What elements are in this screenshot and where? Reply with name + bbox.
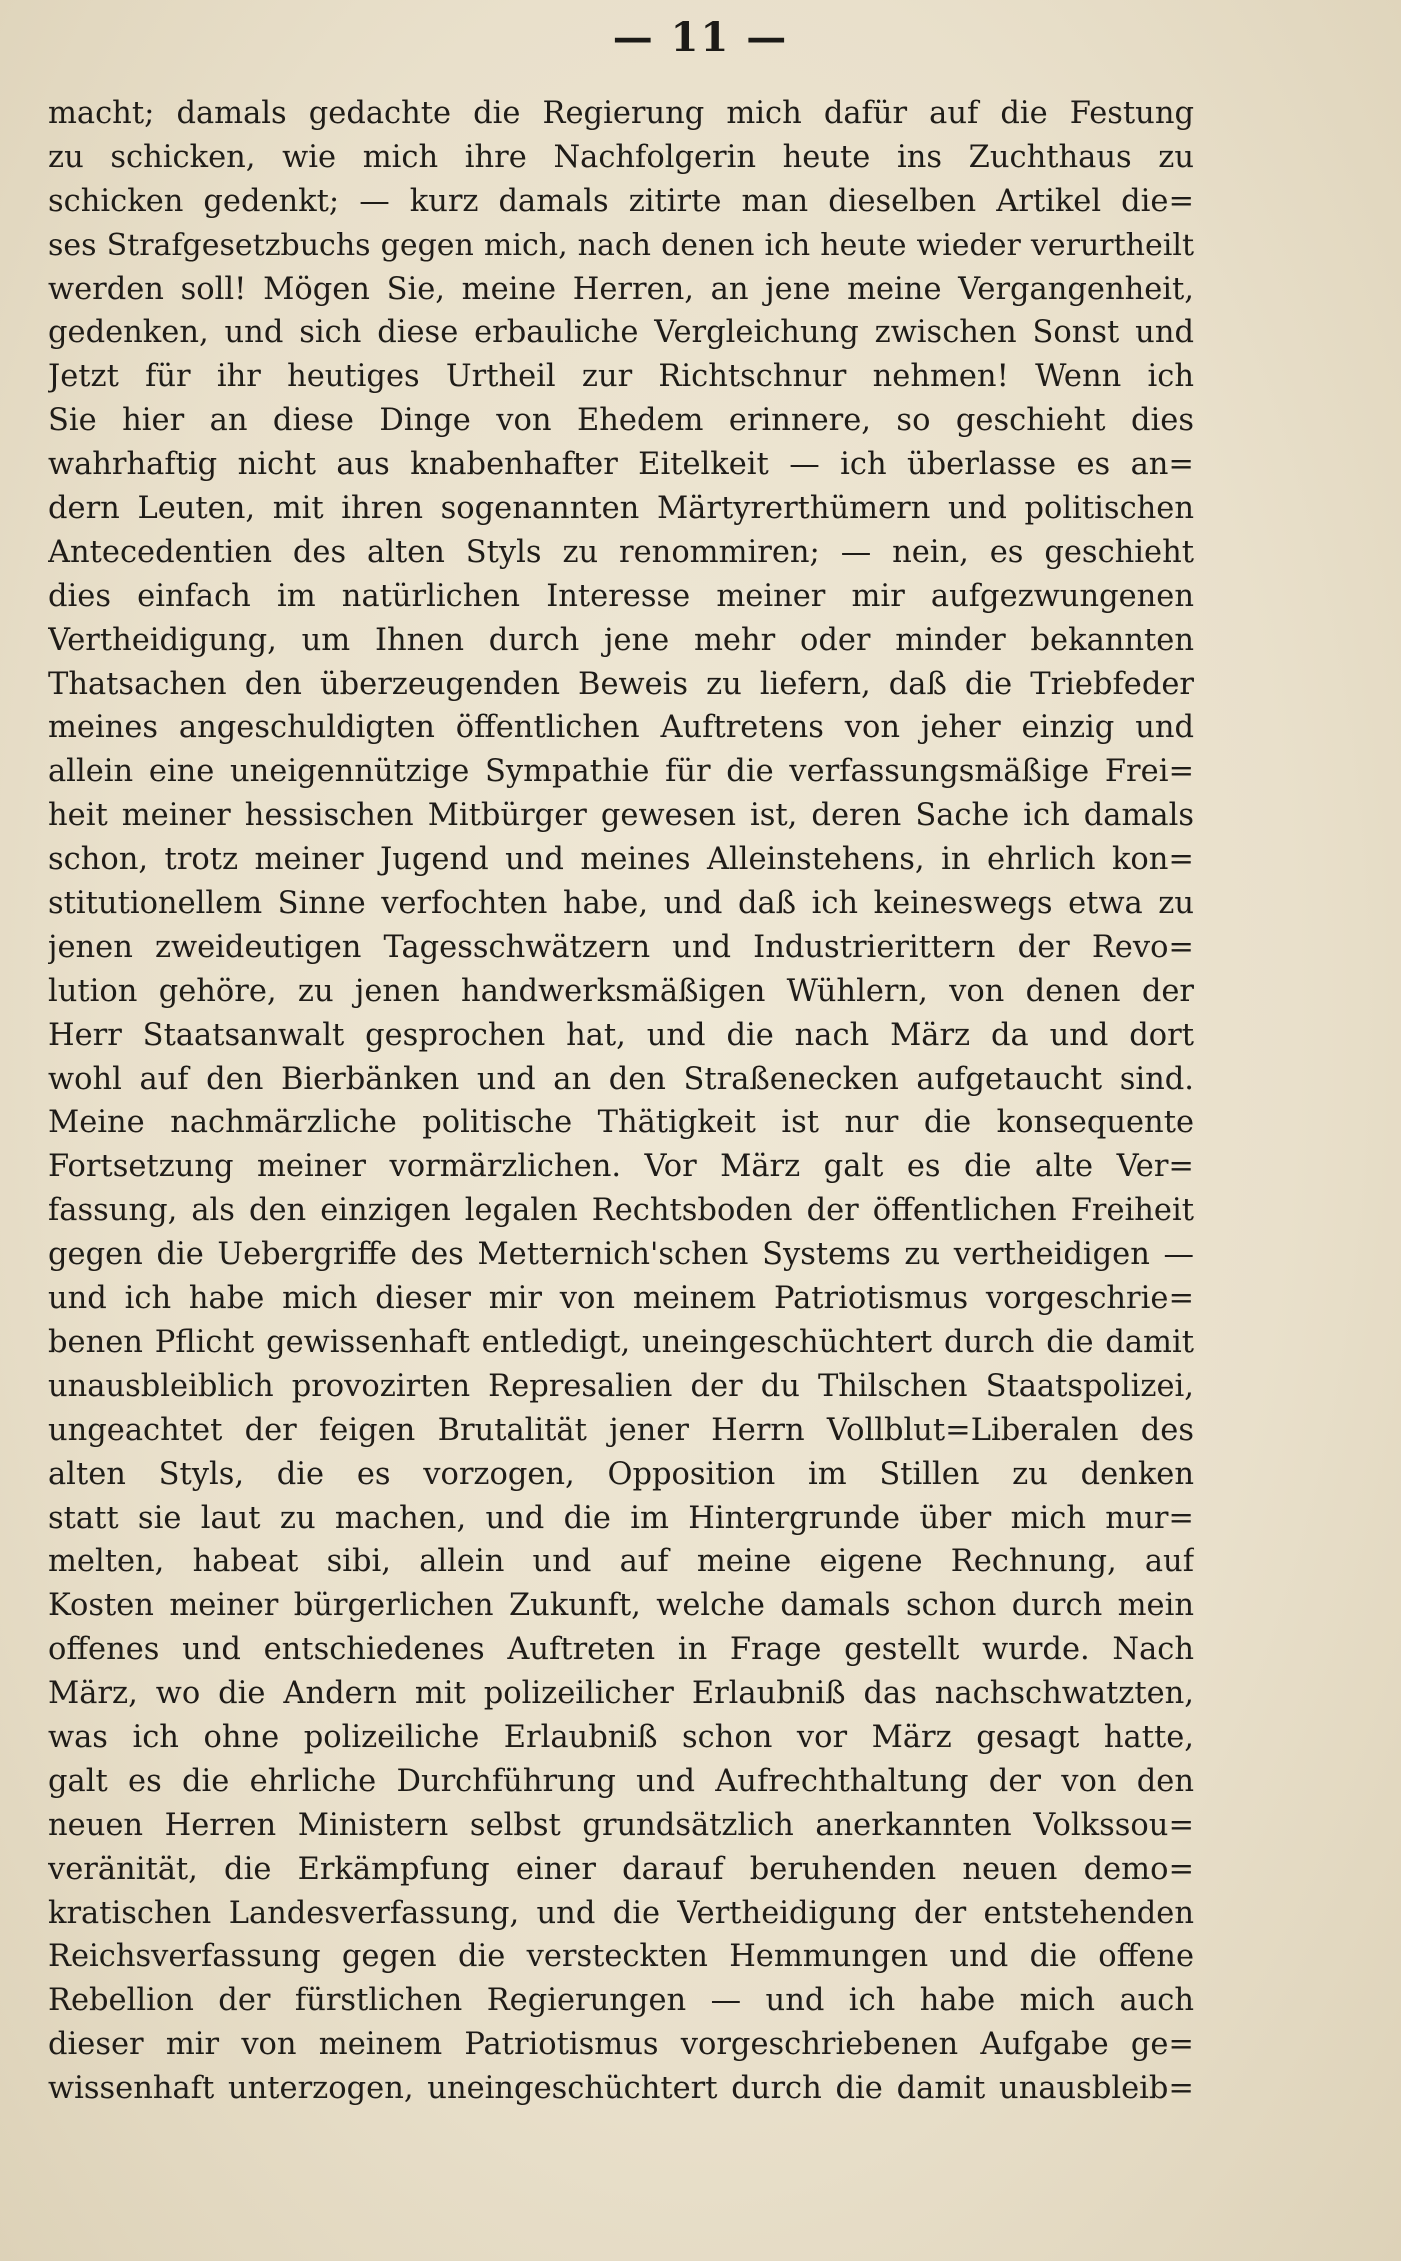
text-line: Herr Staatsanwalt gesprochen hat, und die nach März da und dort	[48, 1017, 1194, 1053]
text-line: schicken gedenkt; — kurz damals zitirte man dieselben Artikel die=	[48, 183, 1194, 219]
text-line: statt sie laut zu machen, und die im Hintergrunde über mich mur=	[48, 1500, 1194, 1536]
text-line: galt es die ehrliche Durchführung und Aufrechthaltung der von den	[48, 1763, 1194, 1799]
text-line: und ich habe mich dieser mir von meinem Patriotismus vorgeschrie=	[48, 1281, 1194, 1317]
page-number: — 11 —	[612, 14, 789, 61]
text-line: jenen zweideutigen Tagesschwätzern und Industrierittern der Revo=	[48, 929, 1194, 965]
text-line: März, wo die Andern mit polizeilicher Erlaubniß das nachschwatzten,	[48, 1676, 1194, 1712]
text-line: stitutionellem Sinne verfochten habe, und daß ich keineswegs etwa zu	[48, 886, 1194, 922]
text-line: veränität, die Erkämpfung einer darauf beruhenden neuen demo=	[48, 1851, 1194, 1887]
text-line: Fortsetzung meiner vormärzlichen. Vor März galt es die alte Ver=	[48, 1149, 1194, 1185]
text-line: Thatsachen den überzeugenden Beweis zu liefern, daß die Triebfeder	[48, 666, 1194, 702]
text-line: Kosten meiner bürgerlichen Zukunft, welche damals schon durch mein	[48, 1588, 1194, 1624]
text-line: wissenhaft unterzogen, uneingeschüchtert durch die damit unausbleib=	[48, 2071, 1194, 2107]
text-line: Jetzt für ihr heutiges Urtheil zur Richtschnur nehmen! Wenn ich	[48, 359, 1194, 395]
text-line: wohl auf den Bierbänken und an den Straßenecken aufgetaucht sind.	[48, 1061, 1194, 1097]
text-line: dern Leuten, mit ihren sogenannten Märtyrerthümern und politischen	[48, 491, 1194, 527]
text-line: macht; damals gedachte die Regierung mich dafür auf die Festung	[48, 96, 1194, 131]
text-line: gedenken, und sich diese erbauliche Vergleichung zwischen Sonst und	[48, 315, 1194, 351]
text-line: meines angeschuldigten öffentlichen Auftretens von jeher einzig und	[48, 710, 1194, 746]
text-line: fassung, als den einzigen legalen Rechtsboden der öffentlichen Freiheit	[48, 1193, 1194, 1229]
text-line: schon, trotz meiner Jugend und meines Alleinstehens, in ehrlich kon=	[48, 842, 1194, 878]
text-line: Meine nachmärzliche politische Thätigkeit ist nur die konsequente	[48, 1105, 1194, 1141]
text-line: neuen Herren Ministern selbst grundsätzlich anerkannten Volkssou=	[48, 1807, 1194, 1843]
text-line: Rebellion der fürstlichen Regierungen — und ich habe mich auch	[48, 1983, 1194, 2019]
text-line: heit meiner hessischen Mitbürger gewesen ist, deren Sache ich damals	[48, 798, 1194, 834]
text-line: werden soll! Mögen Sie, meine Herren, an jene meine Vergangenheit,	[48, 271, 1194, 307]
text-line: dieser mir von meinem Patriotismus vorgeschriebenen Aufgabe ge=	[48, 2027, 1194, 2063]
text-line: wahrhaftig nicht aus knabenhafter Eitelkeit — ich überlasse es an=	[48, 447, 1194, 483]
text-line: Vertheidigung, um Ihnen durch jene mehr oder minder bekannten	[48, 622, 1194, 658]
text-line: melten, habeat sibi, allein und auf meine eigene Rechnung, auf	[48, 1544, 1194, 1580]
text-line: Antecedentien des alten Styls zu renommiren; — nein, es geschieht	[48, 534, 1194, 570]
text-line: benen Pflicht gewissenhaft entledigt, uneingeschüchtert durch die damit	[48, 1324, 1194, 1360]
text-line: lution gehöre, zu jenen handwerksmäßigen Wühlern, von denen der	[48, 973, 1194, 1009]
text-line: offenes und entschiedenes Auftreten in Frage gestellt wurde. Nach	[48, 1632, 1194, 1668]
text-line: zu schicken, wie mich ihre Nachfolgerin heute ins Zuchthaus zu	[48, 139, 1194, 175]
text-line: ses Strafgesetzbuchs gegen mich, nach denen ich heute wieder verurtheilt	[48, 227, 1194, 263]
text-line: unausbleiblich provozirten Represalien der du Thilschen Staatspolizei,	[48, 1368, 1194, 1404]
text-line: alten Styls, die es vorzogen, Opposition im Stillen zu denken	[48, 1456, 1194, 1492]
text-line: was ich ohne polizeiliche Erlaubniß schon vor März gesagt hatte,	[48, 1719, 1194, 1755]
text-line: dies einfach im natürlichen Interesse meiner mir aufgezwungenen	[48, 578, 1194, 614]
text-line: allein eine uneigennützige Sympathie für die verfassungsmäßige Frei=	[48, 754, 1194, 790]
text-line: ungeachtet der feigen Brutalität jener Herrn Vollblut=Liberalen des	[48, 1412, 1194, 1448]
text-line: Reichsverfassung gegen die versteckten Hemmungen und die offene	[48, 1939, 1194, 1975]
text-line: Sie hier an diese Dinge von Ehedem erinnere, so geschieht dies	[48, 403, 1194, 439]
body-text	[48, 92, 1194, 2111]
text-line: kratischen Landesverfassung, und die Vertheidigung der entstehenden	[48, 1895, 1194, 1931]
text-line: gegen die Uebergriffe des Metternich'schen Systems zu vertheidigen —	[48, 1237, 1194, 1273]
